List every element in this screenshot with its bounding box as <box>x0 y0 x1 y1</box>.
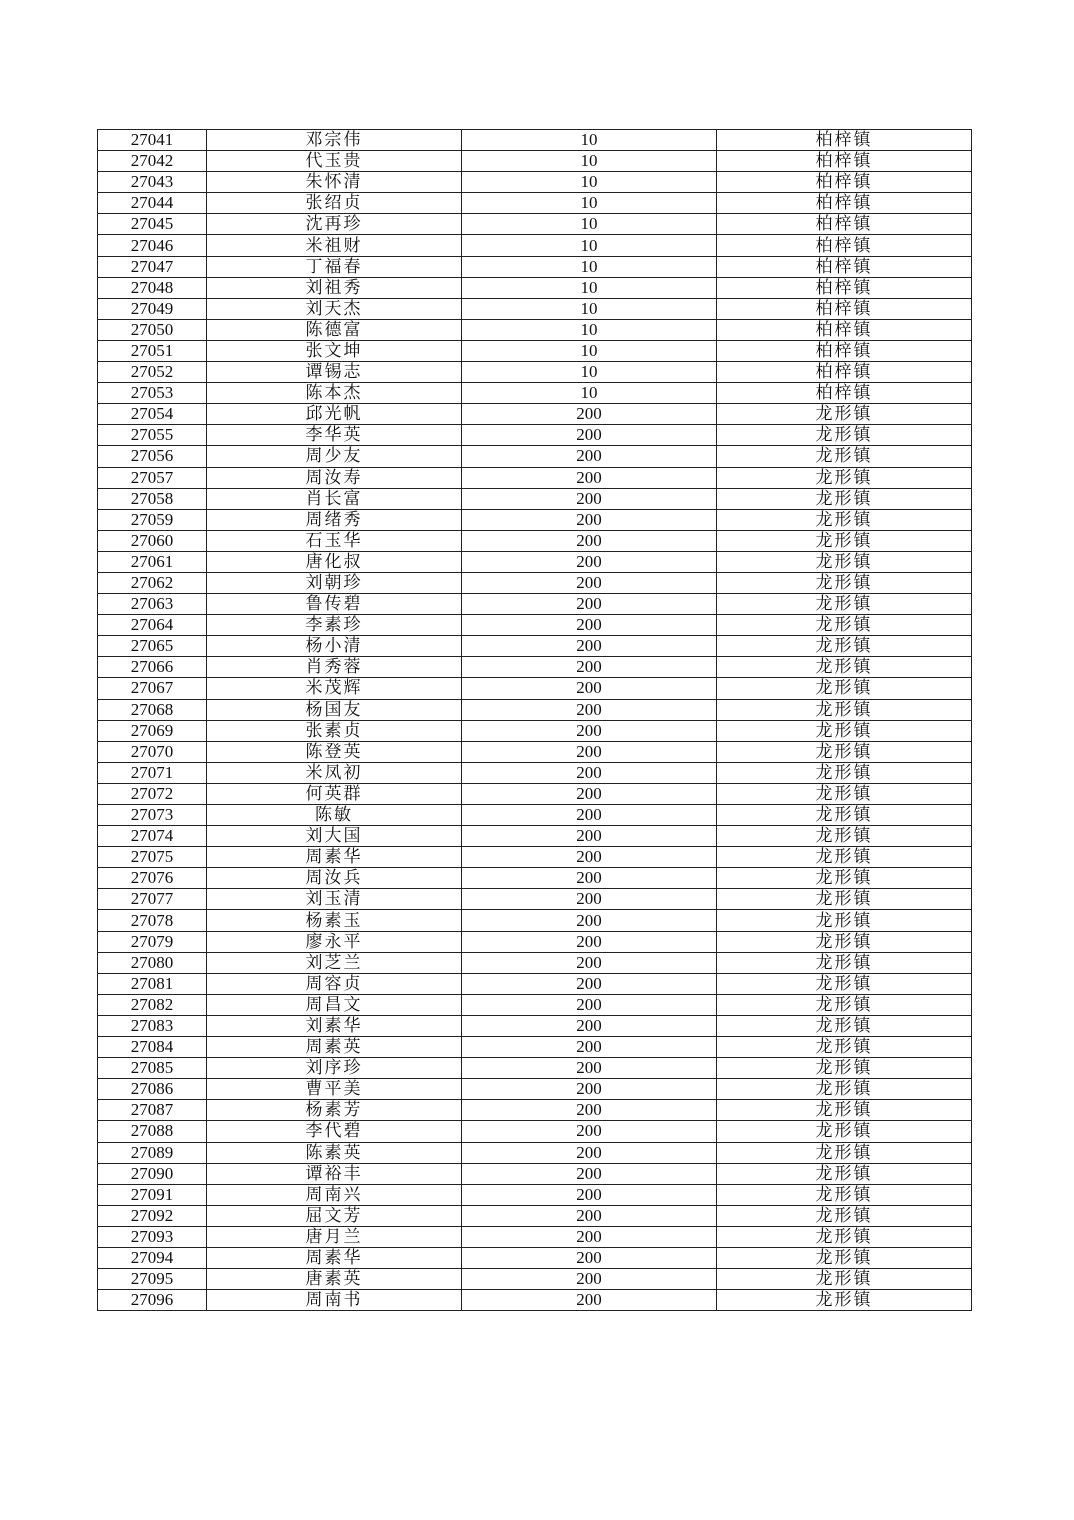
row-amount-cell: 200 <box>462 572 717 593</box>
row-amount-cell: 200 <box>462 615 717 636</box>
row-amount-cell: 200 <box>462 826 717 847</box>
row-id-cell: 27094 <box>98 1247 207 1268</box>
row-town-cell: 龙形镇 <box>717 762 972 783</box>
row-id-cell: 27063 <box>98 594 207 615</box>
row-name-cell: 杨小清 <box>207 636 462 657</box>
row-town-cell: 龙形镇 <box>717 783 972 804</box>
row-town-cell: 龙形镇 <box>717 699 972 720</box>
row-town-cell: 龙形镇 <box>717 488 972 509</box>
row-amount-cell: 200 <box>462 404 717 425</box>
row-name-cell: 米凤初 <box>207 762 462 783</box>
row-town-cell: 柏梓镇 <box>717 130 972 151</box>
row-name-cell: 周绪秀 <box>207 509 462 530</box>
row-id-cell: 27068 <box>98 699 207 720</box>
table-row <box>98 1205 972 1226</box>
row-id-cell: 27069 <box>98 720 207 741</box>
row-id-cell: 27045 <box>98 214 207 235</box>
row-amount-cell: 10 <box>462 130 717 151</box>
row-town-cell: 龙形镇 <box>717 868 972 889</box>
table-row <box>98 657 972 678</box>
row-name-cell: 肖秀蓉 <box>207 657 462 678</box>
row-id-cell: 27086 <box>98 1079 207 1100</box>
row-id-cell: 27048 <box>98 277 207 298</box>
row-name-cell: 张绍贞 <box>207 193 462 214</box>
row-amount-cell: 10 <box>462 193 717 214</box>
row-town-cell: 龙形镇 <box>717 1142 972 1163</box>
row-id-cell: 27054 <box>98 404 207 425</box>
row-name-cell: 唐化叔 <box>207 551 462 572</box>
table-row <box>98 530 972 551</box>
row-name-cell: 周素华 <box>207 1247 462 1268</box>
table-row <box>98 1058 972 1079</box>
row-town-cell: 龙形镇 <box>717 826 972 847</box>
row-name-cell: 沈再珍 <box>207 214 462 235</box>
row-amount-cell: 10 <box>462 383 717 404</box>
row-town-cell: 龙形镇 <box>717 446 972 467</box>
row-name-cell: 谭裕丰 <box>207 1163 462 1184</box>
row-name-cell: 何英群 <box>207 783 462 804</box>
row-name-cell: 刘玉清 <box>207 889 462 910</box>
row-id-cell: 27051 <box>98 340 207 361</box>
row-name-cell: 代玉贵 <box>207 151 462 172</box>
row-name-cell: 曹平美 <box>207 1079 462 1100</box>
table-row <box>98 319 972 340</box>
row-id-cell: 27089 <box>98 1142 207 1163</box>
table-row <box>98 362 972 383</box>
row-amount-cell: 200 <box>462 1163 717 1184</box>
row-id-cell: 27073 <box>98 805 207 826</box>
row-amount-cell: 10 <box>462 214 717 235</box>
row-name-cell: 唐月兰 <box>207 1226 462 1247</box>
row-name-cell: 屈文芳 <box>207 1205 462 1226</box>
row-name-cell: 周汝寿 <box>207 467 462 488</box>
row-amount-cell: 200 <box>462 1205 717 1226</box>
row-amount-cell: 200 <box>462 889 717 910</box>
row-id-cell: 27046 <box>98 235 207 256</box>
row-town-cell: 柏梓镇 <box>717 362 972 383</box>
row-amount-cell: 200 <box>462 847 717 868</box>
table-row <box>98 1247 972 1268</box>
row-name-cell: 周南兴 <box>207 1184 462 1205</box>
row-name-cell: 张素贞 <box>207 720 462 741</box>
row-amount-cell: 200 <box>462 1269 717 1290</box>
row-town-cell: 龙形镇 <box>717 805 972 826</box>
row-town-cell: 龙形镇 <box>717 952 972 973</box>
row-amount-cell: 200 <box>462 488 717 509</box>
row-name-cell: 刘祖秀 <box>207 277 462 298</box>
row-town-cell: 柏梓镇 <box>717 235 972 256</box>
table-row <box>98 277 972 298</box>
row-name-cell: 米茂辉 <box>207 678 462 699</box>
table-row <box>98 1226 972 1247</box>
row-amount-cell: 10 <box>462 172 717 193</box>
row-town-cell: 龙形镇 <box>717 404 972 425</box>
row-amount-cell: 200 <box>462 1058 717 1079</box>
row-amount-cell: 200 <box>462 1015 717 1036</box>
table-row <box>98 1269 972 1290</box>
row-id-cell: 27055 <box>98 425 207 446</box>
row-town-cell: 柏梓镇 <box>717 256 972 277</box>
row-name-cell: 周南书 <box>207 1290 462 1311</box>
row-town-cell: 龙形镇 <box>717 615 972 636</box>
row-amount-cell: 10 <box>462 319 717 340</box>
row-name-cell: 陈素英 <box>207 1142 462 1163</box>
row-town-cell: 龙形镇 <box>717 594 972 615</box>
row-id-cell: 27076 <box>98 868 207 889</box>
row-id-cell: 27049 <box>98 298 207 319</box>
row-amount-cell: 10 <box>462 277 717 298</box>
row-town-cell: 龙形镇 <box>717 1247 972 1268</box>
row-name-cell: 刘序珍 <box>207 1058 462 1079</box>
row-name-cell: 张文坤 <box>207 340 462 361</box>
row-amount-cell: 200 <box>462 678 717 699</box>
table-row <box>98 636 972 657</box>
row-town-cell: 龙形镇 <box>717 741 972 762</box>
row-name-cell: 周素华 <box>207 847 462 868</box>
row-id-cell: 27085 <box>98 1058 207 1079</box>
row-amount-cell: 200 <box>462 1226 717 1247</box>
row-amount-cell: 200 <box>462 973 717 994</box>
row-town-cell: 龙形镇 <box>717 1015 972 1036</box>
row-name-cell: 杨国友 <box>207 699 462 720</box>
table-row <box>98 404 972 425</box>
row-id-cell: 27083 <box>98 1015 207 1036</box>
row-id-cell: 27060 <box>98 530 207 551</box>
row-amount-cell: 200 <box>462 783 717 804</box>
row-name-cell: 周昌文 <box>207 994 462 1015</box>
row-id-cell: 27077 <box>98 889 207 910</box>
table-row <box>98 572 972 593</box>
table-row <box>98 214 972 235</box>
row-town-cell: 龙形镇 <box>717 720 972 741</box>
row-id-cell: 27064 <box>98 615 207 636</box>
row-name-cell: 杨素芳 <box>207 1100 462 1121</box>
row-town-cell: 龙形镇 <box>717 1037 972 1058</box>
row-name-cell: 周汝兵 <box>207 868 462 889</box>
row-name-cell: 陈登英 <box>207 741 462 762</box>
row-town-cell: 龙形镇 <box>717 1290 972 1311</box>
row-town-cell: 龙形镇 <box>717 931 972 952</box>
row-town-cell: 柏梓镇 <box>717 340 972 361</box>
row-amount-cell: 200 <box>462 762 717 783</box>
row-town-cell: 柏梓镇 <box>717 172 972 193</box>
row-name-cell: 杨素玉 <box>207 910 462 931</box>
row-town-cell: 柏梓镇 <box>717 193 972 214</box>
table-row <box>98 235 972 256</box>
row-amount-cell: 200 <box>462 636 717 657</box>
row-id-cell: 27084 <box>98 1037 207 1058</box>
table-row <box>98 425 972 446</box>
row-amount-cell: 200 <box>462 741 717 762</box>
table-row <box>98 741 972 762</box>
table-row <box>98 256 972 277</box>
row-name-cell: 邱光帆 <box>207 404 462 425</box>
table-body <box>98 130 972 1311</box>
table-row <box>98 1100 972 1121</box>
row-name-cell: 丁福春 <box>207 256 462 277</box>
row-town-cell: 龙形镇 <box>717 889 972 910</box>
row-town-cell: 龙形镇 <box>717 551 972 572</box>
row-name-cell: 谭锡志 <box>207 362 462 383</box>
row-amount-cell: 200 <box>462 1142 717 1163</box>
table-row <box>98 931 972 952</box>
row-id-cell: 27070 <box>98 741 207 762</box>
row-town-cell: 龙形镇 <box>717 467 972 488</box>
row-id-cell: 27065 <box>98 636 207 657</box>
row-amount-cell: 200 <box>462 530 717 551</box>
row-id-cell: 27047 <box>98 256 207 277</box>
row-name-cell: 刘素华 <box>207 1015 462 1036</box>
row-town-cell: 龙形镇 <box>717 994 972 1015</box>
row-amount-cell: 200 <box>462 1290 717 1311</box>
row-name-cell: 唐素英 <box>207 1269 462 1290</box>
table-row <box>98 868 972 889</box>
row-town-cell: 龙形镇 <box>717 1205 972 1226</box>
row-id-cell: 27078 <box>98 910 207 931</box>
row-id-cell: 27059 <box>98 509 207 530</box>
table-row <box>98 488 972 509</box>
row-amount-cell: 10 <box>462 256 717 277</box>
row-id-cell: 27052 <box>98 362 207 383</box>
row-town-cell: 龙形镇 <box>717 1121 972 1142</box>
row-name-cell: 周少友 <box>207 446 462 467</box>
row-name-cell: 朱怀清 <box>207 172 462 193</box>
table-row <box>98 1142 972 1163</box>
row-amount-cell: 200 <box>462 446 717 467</box>
table-row <box>98 467 972 488</box>
row-id-cell: 27041 <box>98 130 207 151</box>
row-name-cell: 李华英 <box>207 425 462 446</box>
row-name-cell: 邓宗伟 <box>207 130 462 151</box>
row-name-cell: 陈敏 <box>207 805 462 826</box>
row-id-cell: 27043 <box>98 172 207 193</box>
row-name-cell: 刘朝珍 <box>207 572 462 593</box>
table-row <box>98 551 972 572</box>
row-id-cell: 27056 <box>98 446 207 467</box>
table-row <box>98 130 972 151</box>
row-town-cell: 龙形镇 <box>717 509 972 530</box>
row-name-cell: 米祖财 <box>207 235 462 256</box>
row-amount-cell: 200 <box>462 1079 717 1100</box>
row-id-cell: 27044 <box>98 193 207 214</box>
row-amount-cell: 200 <box>462 805 717 826</box>
row-id-cell: 27042 <box>98 151 207 172</box>
row-amount-cell: 10 <box>462 235 717 256</box>
row-id-cell: 27066 <box>98 657 207 678</box>
table-row <box>98 783 972 804</box>
row-id-cell: 27095 <box>98 1269 207 1290</box>
row-town-cell: 龙形镇 <box>717 1226 972 1247</box>
table-row <box>98 805 972 826</box>
row-town-cell: 龙形镇 <box>717 1100 972 1121</box>
table-row <box>98 1079 972 1100</box>
row-amount-cell: 200 <box>462 1247 717 1268</box>
row-amount-cell: 200 <box>462 425 717 446</box>
row-name-cell: 刘天杰 <box>207 298 462 319</box>
row-id-cell: 27071 <box>98 762 207 783</box>
table-row <box>98 383 972 404</box>
row-id-cell: 27079 <box>98 931 207 952</box>
row-town-cell: 龙形镇 <box>717 1079 972 1100</box>
table-row <box>98 1184 972 1205</box>
row-town-cell: 龙形镇 <box>717 636 972 657</box>
row-town-cell: 柏梓镇 <box>717 298 972 319</box>
row-town-cell: 龙形镇 <box>717 973 972 994</box>
row-amount-cell: 200 <box>462 594 717 615</box>
table-row <box>98 1015 972 1036</box>
row-town-cell: 龙形镇 <box>717 678 972 699</box>
row-town-cell: 龙形镇 <box>717 530 972 551</box>
row-amount-cell: 200 <box>462 1121 717 1142</box>
row-id-cell: 27074 <box>98 826 207 847</box>
row-name-cell: 刘芝兰 <box>207 952 462 973</box>
table-row <box>98 952 972 973</box>
row-id-cell: 27067 <box>98 678 207 699</box>
row-name-cell: 陈德富 <box>207 319 462 340</box>
row-amount-cell: 10 <box>462 298 717 319</box>
row-id-cell: 27061 <box>98 551 207 572</box>
row-name-cell: 肖长富 <box>207 488 462 509</box>
row-id-cell: 27053 <box>98 383 207 404</box>
row-id-cell: 27090 <box>98 1163 207 1184</box>
table-row <box>98 826 972 847</box>
row-amount-cell: 200 <box>462 868 717 889</box>
table-row <box>98 1290 972 1311</box>
table-row <box>98 509 972 530</box>
table-row <box>98 151 972 172</box>
row-id-cell: 27082 <box>98 994 207 1015</box>
row-id-cell: 27093 <box>98 1226 207 1247</box>
row-id-cell: 27058 <box>98 488 207 509</box>
row-amount-cell: 10 <box>462 340 717 361</box>
row-id-cell: 27087 <box>98 1100 207 1121</box>
table-row <box>98 762 972 783</box>
table-row <box>98 1037 972 1058</box>
row-town-cell: 柏梓镇 <box>717 383 972 404</box>
data-table <box>97 129 972 1311</box>
table-row <box>98 994 972 1015</box>
row-town-cell: 柏梓镇 <box>717 214 972 235</box>
row-town-cell: 龙形镇 <box>717 572 972 593</box>
row-id-cell: 27062 <box>98 572 207 593</box>
table-row <box>98 973 972 994</box>
row-amount-cell: 200 <box>462 699 717 720</box>
row-name-cell: 陈本杰 <box>207 383 462 404</box>
row-town-cell: 柏梓镇 <box>717 151 972 172</box>
row-amount-cell: 200 <box>462 720 717 741</box>
row-amount-cell: 200 <box>462 994 717 1015</box>
row-name-cell: 鲁传碧 <box>207 594 462 615</box>
row-amount-cell: 200 <box>462 910 717 931</box>
row-amount-cell: 200 <box>462 931 717 952</box>
table-row <box>98 847 972 868</box>
row-id-cell: 27050 <box>98 319 207 340</box>
row-town-cell: 龙形镇 <box>717 1269 972 1290</box>
row-town-cell: 龙形镇 <box>717 1058 972 1079</box>
row-id-cell: 27088 <box>98 1121 207 1142</box>
row-name-cell: 廖永平 <box>207 931 462 952</box>
row-amount-cell: 200 <box>462 1037 717 1058</box>
row-amount-cell: 200 <box>462 467 717 488</box>
row-id-cell: 27057 <box>98 467 207 488</box>
row-town-cell: 柏梓镇 <box>717 277 972 298</box>
row-name-cell: 石玉华 <box>207 530 462 551</box>
table-row <box>98 594 972 615</box>
row-id-cell: 27092 <box>98 1205 207 1226</box>
row-town-cell: 龙形镇 <box>717 910 972 931</box>
row-amount-cell: 200 <box>462 952 717 973</box>
table-row <box>98 340 972 361</box>
table-row <box>98 699 972 720</box>
row-town-cell: 龙形镇 <box>717 1163 972 1184</box>
row-town-cell: 柏梓镇 <box>717 319 972 340</box>
table-row <box>98 1121 972 1142</box>
row-id-cell: 27072 <box>98 783 207 804</box>
row-name-cell: 李素珍 <box>207 615 462 636</box>
row-id-cell: 27075 <box>98 847 207 868</box>
table-row <box>98 1163 972 1184</box>
row-amount-cell: 200 <box>462 1184 717 1205</box>
row-amount-cell: 200 <box>462 509 717 530</box>
row-amount-cell: 10 <box>462 151 717 172</box>
row-id-cell: 27081 <box>98 973 207 994</box>
row-amount-cell: 200 <box>462 657 717 678</box>
row-town-cell: 龙形镇 <box>717 1184 972 1205</box>
table-row <box>98 193 972 214</box>
table-row <box>98 615 972 636</box>
table-row <box>98 889 972 910</box>
row-town-cell: 龙形镇 <box>717 847 972 868</box>
row-name-cell: 李代碧 <box>207 1121 462 1142</box>
row-id-cell: 27091 <box>98 1184 207 1205</box>
row-name-cell: 周容贞 <box>207 973 462 994</box>
table-row <box>98 298 972 319</box>
row-amount-cell: 10 <box>462 362 717 383</box>
table-row <box>98 720 972 741</box>
table-row <box>98 446 972 467</box>
table-row <box>98 172 972 193</box>
table-row <box>98 678 972 699</box>
row-town-cell: 龙形镇 <box>717 425 972 446</box>
row-town-cell: 龙形镇 <box>717 657 972 678</box>
row-amount-cell: 200 <box>462 551 717 572</box>
table-row <box>98 910 972 931</box>
row-name-cell: 刘大国 <box>207 826 462 847</box>
row-id-cell: 27080 <box>98 952 207 973</box>
row-amount-cell: 200 <box>462 1100 717 1121</box>
row-id-cell: 27096 <box>98 1290 207 1311</box>
row-name-cell: 周素英 <box>207 1037 462 1058</box>
